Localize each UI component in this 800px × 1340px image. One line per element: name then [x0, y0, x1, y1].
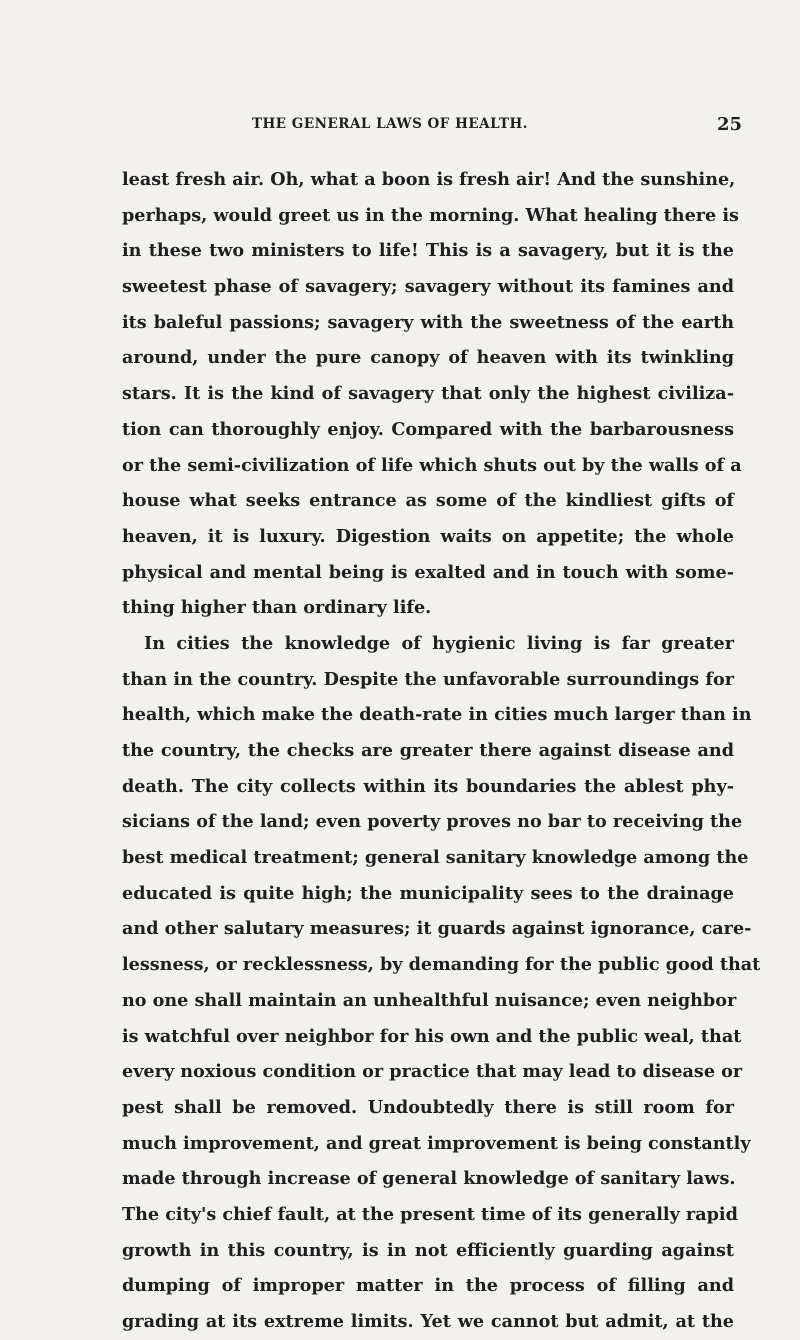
text-line: around, under the pure canopy of heaven with its twinkling [122, 347, 734, 369]
page-number: 25 [716, 114, 742, 135]
text-line: thing higher than ordinary life. [122, 597, 432, 619]
text-line: is watchful over neighbor for his own and the public weal, that [122, 1025, 742, 1047]
text-line: best medical treatment; general sanitary knowledge among the [122, 847, 749, 869]
text-line: heaven, it is luxury. Digestion waits on appetite; the whole [122, 525, 734, 547]
text-line: least fresh air. Oh, what a boon is fresh air! And the sunshine, [122, 169, 736, 190]
text-line: educated is quite high; the municipality sees to the drainage [122, 882, 734, 904]
text-line: tion can thoroughly enjoy. Compared with the barbarousness [122, 418, 734, 440]
text-line: growth in this country, is in not efficiently guarding against [122, 1239, 734, 1261]
text-line: in these two ministers to life! This is a savagery, but it is the [122, 240, 734, 262]
text-line: its baleful passions; savagery with the sweetness of the earth [122, 311, 734, 333]
text-line: no one shall maintain an unhealthful nuisance; even neighbor [122, 989, 737, 1011]
text-line: dumping of improper matter in the process of filling and [122, 1275, 734, 1297]
text-line: death. The city collects within its boundaries the ablest phy- [122, 775, 734, 797]
text-line: than in the country. Despite the unfavorable surroundings for [122, 668, 734, 690]
text-line: every noxious condition or practice that may lead to disease or [122, 1061, 743, 1083]
text-line: sicians of the land; even poverty proves no bar to receiving the [122, 811, 743, 833]
text-line: grading at its extreme limits. Yet we cannot but admit, at the [122, 1311, 734, 1332]
text-line: perhaps, would greet us in the morning. What healing there is [122, 204, 739, 226]
text-line: pest shall be removed. Undoubtedly there is still room for [122, 1096, 734, 1118]
page-header [122, 116, 742, 138]
text-line: health, which make the death-rate in cities much larger than in [122, 704, 752, 726]
text-line: The city's chief fault, at the present time of its generally rapid [122, 1203, 738, 1225]
text-line: the country, the checks are greater there against disease and [122, 740, 734, 761]
running-head: THE GENERAL LAWS OF HEALTH. [252, 116, 528, 132]
text-line: and other salutary measures; it guards against ignorance, care- [122, 918, 752, 940]
text-line: stars. It is the kind of savagery that only the highest civiliza- [122, 383, 734, 405]
text-line: physical and mental being is exalted and in touch with some- [122, 561, 734, 583]
text-line: made through increase of general knowledge of sanitary laws. [122, 1168, 736, 1190]
text-line: lessness, or recklessness, by demanding for the public good that [122, 954, 761, 976]
text-line: house what seeks entrance as some of the kindliest gifts of [122, 490, 734, 512]
text-line: or the semi-civilization of life which shuts out by the walls of a [122, 454, 742, 476]
text-line: sweetest phase of savagery; savagery without its famines and [122, 276, 734, 298]
text-line: much improvement, and great improvement is being constantly [122, 1132, 751, 1154]
text-line: In cities the knowledge of hygienic living is far greater [144, 632, 734, 654]
body-text [122, 162, 761, 1340]
